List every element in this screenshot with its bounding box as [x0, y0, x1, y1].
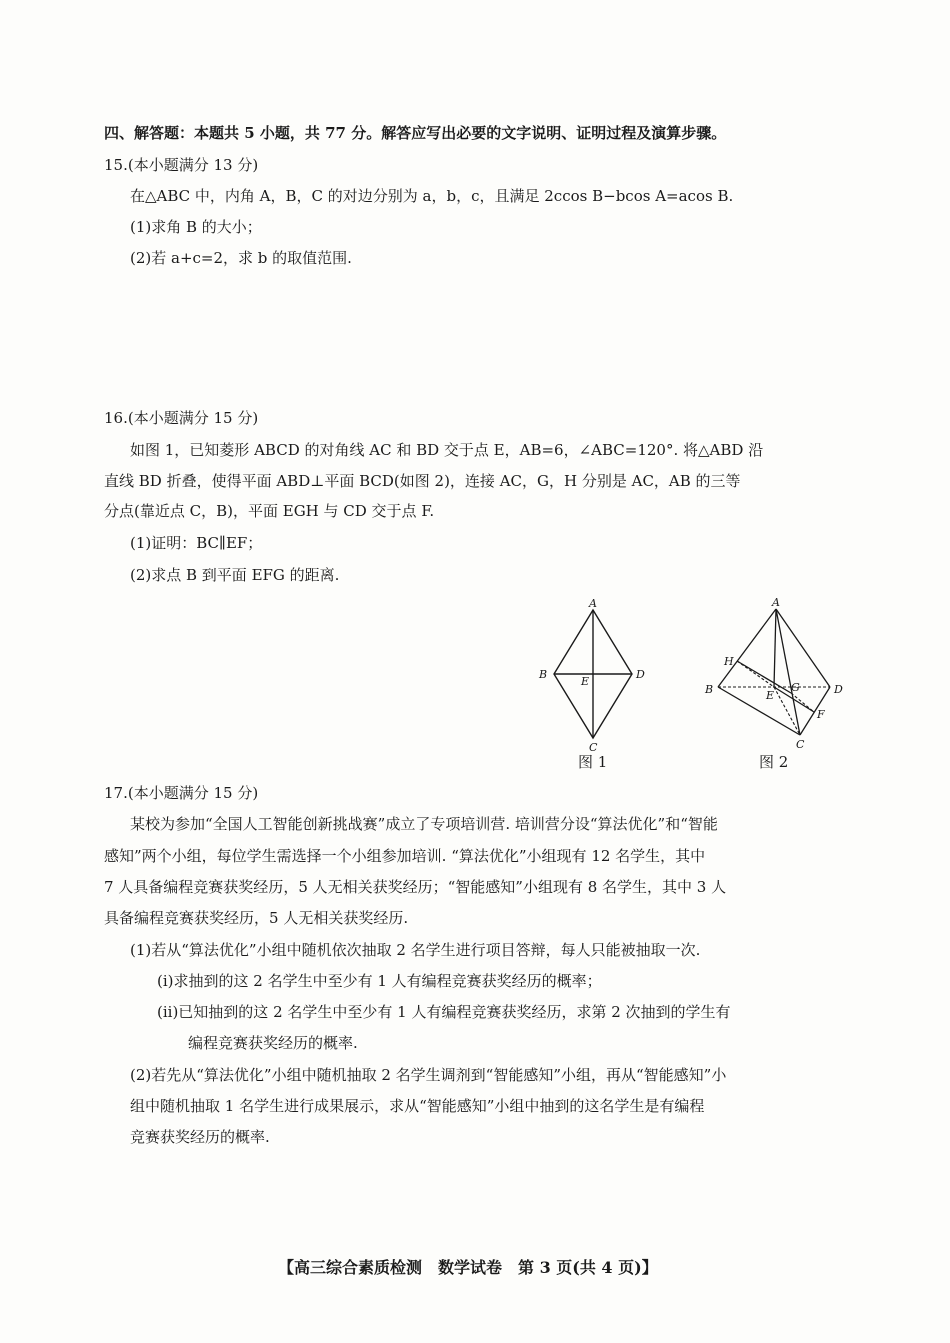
fig1-label-e: E	[581, 675, 590, 688]
q17-part-1-ii-line-1: (ii)已知抽到的这 2 名学生中至少有 1 人有编程竞赛获奖经历，求第 2 次抽到的学生有	[157, 1003, 731, 1021]
fig2-label-h: H	[724, 655, 734, 668]
q17-part-1-i: (i)求抽到的这 2 名学生中至少有 1 人有编程竞赛获奖经历的概率；	[157, 972, 602, 990]
q15-stem: 在△ABC 中，内角 A，B，C 的对边分别为 a，b，c，且满足 2ccos B−bcos A=acos B.	[130, 187, 734, 205]
fig1-label-a: A	[589, 597, 597, 610]
q17-stem-line-1: 某校为参加“全国人工智能创新挑战赛”成立了专项培训营. 培训营分设“算法优化”和“智能	[130, 815, 718, 833]
fig2-label-c: C	[796, 738, 805, 751]
q16-stem-line-2: 直线 BD 折叠，使得平面 ABD⊥平面 BCD(如图 2)，连接 AC，G，H 分别是 AC，AB 的三等	[104, 472, 741, 490]
fig2-label-b: B	[705, 683, 714, 696]
figure-2-caption: 图 2	[759, 753, 789, 771]
fig1-label-d: D	[636, 668, 645, 681]
q17-title: 17.(本小题满分 15 分)	[104, 784, 259, 802]
fig2-label-f: F	[817, 708, 825, 721]
figure-2-tetrahedron	[700, 595, 860, 755]
page-footer: 【高三综合素质检测 数学试卷 第 3 页(共 4 页)】	[278, 1258, 658, 1277]
fig1-label-b: B	[539, 668, 548, 681]
q17-stem-line-4: 具备编程竞赛获奖经历，5 人无相关获奖经历.	[104, 909, 409, 927]
q17-stem-line-3: 7 人具备编程竞赛获奖经历，5 人无相关获奖经历；“智能感知”小组现有 8 名学生，其中 3 人	[104, 878, 727, 896]
fig2-label-d: D	[834, 683, 843, 696]
q17-stem-line-2: 感知”两个小组，每位学生需选择一个小组参加培训. “算法优化”小组现有 12 名学生，其中	[104, 847, 706, 865]
figure-1-rhombus	[525, 595, 665, 755]
q16-title: 16.(本小题满分 15 分)	[104, 409, 259, 427]
q16-stem-line-3: 分点(靠近点 C，B)，平面 EGH 与 CD 交于点 F.	[104, 502, 435, 520]
figure-1-caption: 图 1	[578, 753, 608, 771]
q17-part-2-line-1: (2)若先从“算法优化”小组中随机抽取 2 名学生调剂到“智能感知”小组，再从“智能感知”小	[130, 1066, 727, 1084]
fig2-label-e: E	[766, 689, 775, 702]
fig2-label-a: A	[772, 596, 780, 609]
fig1-label-c: C	[589, 741, 598, 754]
section-header: 四、解答题：本题共 5 小题，共 77 分。解答应写出必要的文字说明、证明过程及演算步骤。	[104, 124, 727, 142]
q16-stem-line-1: 如图 1，已知菱形 ABCD 的对角线 AC 和 BD 交于点 E，AB=6，∠ABC=120°. 将△ABD 沿	[130, 441, 764, 459]
q15-title: 15.(本小题满分 13 分)	[104, 156, 259, 174]
q17-part-1-ii-line-2: 编程竞赛获奖经历的概率.	[188, 1034, 358, 1052]
q15-part-2: (2)若 a+c=2，求 b 的取值范围.	[130, 249, 352, 267]
q17-part-1: (1)若从“算法优化”小组中随机依次抽取 2 名学生进行项目答辩，每人只能被抽取一次.	[130, 941, 701, 959]
q17-part-2-line-3: 竞赛获奖经历的概率.	[130, 1128, 270, 1146]
q17-part-2-line-2: 组中随机抽取 1 名学生进行成果展示，求从“智能感知”小组中抽到的这名学生是有编程	[130, 1097, 705, 1115]
q16-part-1: (1)证明：BC∥EF；	[130, 534, 263, 552]
q16-part-2: (2)求点 B 到平面 EFG 的距离.	[130, 566, 340, 584]
fig2-label-g: G	[791, 681, 800, 694]
q15-part-1: (1)求角 B 的大小；	[130, 218, 262, 236]
